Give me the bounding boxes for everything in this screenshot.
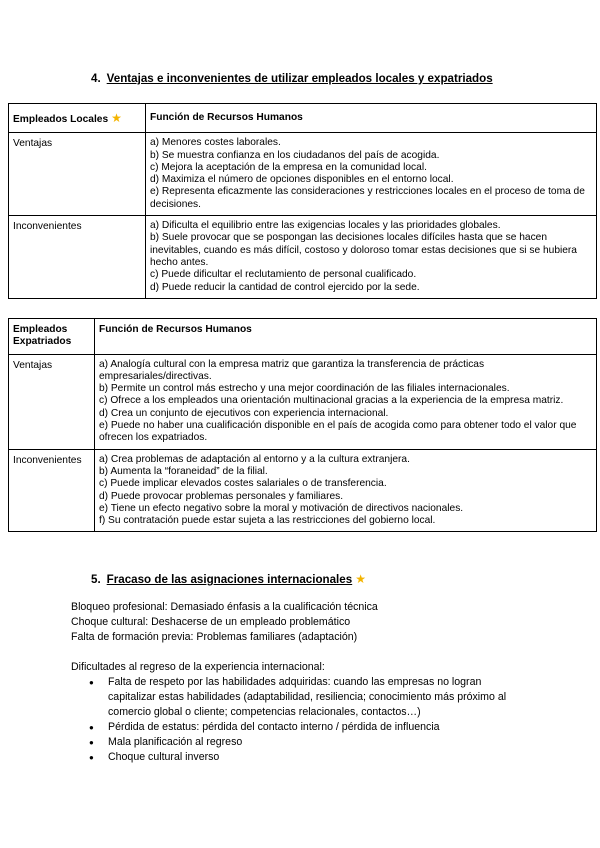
- list-item: d) Crea un conjunto de ejecutivos con experiencia internacional.: [99, 407, 389, 419]
- section-5-heading: [91, 572, 366, 586]
- section-5-number: 5.: [91, 573, 101, 586]
- list-item: c) Puede implicar elevados costes salariales o de transferencia.: [99, 478, 387, 490]
- section-4-number: 4.: [91, 72, 101, 85]
- list-item: ● Choque cultural inverso: [89, 750, 529, 765]
- table-empleados-expatriados: [8, 318, 597, 532]
- table-empleados-locales: [8, 103, 597, 299]
- list-item: d) Puede provocar problemas personales y familiares.: [99, 490, 344, 502]
- list-item: b) Se muestra confianza en los ciudadanos del país de acogida.: [150, 149, 440, 161]
- list-item: c) Puede dificultar el reclutamiento de personal cualificado.: [150, 269, 417, 281]
- section-4-title: Ventajas e inconvenientes de utilizar empleados locales y expatriados: [106, 72, 493, 85]
- header-cell-col2: Función de Recursos Humanos: [95, 319, 597, 355]
- section-5-title: Fracaso de las asignaciones internacionales: [106, 573, 353, 586]
- header-empleados-locales: Empleados Locales: [13, 114, 109, 125]
- star-icon: ★: [111, 111, 122, 125]
- table-header-row: [9, 104, 597, 133]
- row-label-inconvenientes: Inconvenientes: [9, 216, 146, 299]
- difficulties-intro: Dificultades al regreso de la experiencia internacional:: [71, 661, 325, 673]
- list-item: e) Puede no haber una cualificación disponible en el país de acogida como para obtener todo el valor que ofrecen los expatriados.: [99, 420, 577, 444]
- list-item: b) Permite un control más estrecho y una mejor coordinación de las filiales internacionales.: [99, 383, 510, 395]
- table-row: [9, 216, 597, 299]
- row-label-ventajas: Ventajas: [9, 354, 95, 449]
- list-item: e) Tiene un efecto negativo sobre la moral y motivación de directivos nacionales.: [99, 502, 464, 514]
- row-content-inconvenientes: [95, 449, 597, 532]
- table-row: [9, 133, 597, 216]
- list-item: a) Menores costes laborales.: [150, 137, 281, 149]
- row-content-ventajas: [95, 354, 597, 449]
- table-row: [9, 449, 597, 532]
- table-row: [9, 354, 597, 449]
- row-label-inconvenientes: Inconvenientes: [9, 449, 95, 532]
- row-content-ventajas: [146, 133, 597, 216]
- header-cell-col1: [9, 104, 146, 133]
- list-item: ● Pérdida de estatus: pérdida del contacto interno / pérdida de influencia: [89, 720, 529, 735]
- failure-line: Falta de formación previa: Problemas familiares (adaptación): [71, 631, 358, 643]
- header-cell-col2: Función de Recursos Humanos: [146, 104, 597, 133]
- failure-causes: [71, 600, 378, 645]
- failure-line: Bloqueo profesional: Demasiado énfasis a la cualificación técnica: [71, 601, 378, 613]
- difficulties-list: [89, 675, 529, 765]
- list-item: d) Maximiza el número de opciones disponibles en el entorno local.: [150, 174, 454, 186]
- list-item: f) Su contratación puede estar sujeta a las restricciones del gobierno local.: [99, 515, 436, 527]
- failure-line: Choque cultural: Deshacerse de un empleado problemático: [71, 616, 351, 628]
- list-item: a) Analogía cultural con la empresa matriz que garantiza la transferencia de prácticas empresariales/directivas.: [99, 358, 485, 382]
- list-item: c) Ofrece a los empleados una orientación multinacional gracias a la experiencia de la empresa matriz.: [99, 395, 564, 407]
- list-item: c) Mejora la aceptación de la empresa en la comunidad local.: [150, 161, 427, 173]
- list-item: a) Dificulta el equilibrio entre las exigencias locales y las prioridades globales.: [150, 220, 501, 232]
- list-item: e) Representa eficazmente las consideraciones y restricciones locales en el proceso de toma de decisiones.: [150, 186, 585, 210]
- list-item: b) Suele provocar que se pospongan las decisiones locales difíciles hasta que se hacen inevitables, cuando es más difícil, costoso y doloroso tomar estas decisiones que si se hubiera hecho antes.: [150, 232, 577, 268]
- list-item: ● Mala planificación al regreso: [89, 735, 529, 750]
- list-item: d) Puede reducir la cantidad de control ejercido por la sede.: [150, 281, 420, 293]
- table-header-row: [9, 319, 597, 355]
- header-empleados-expatriados: Empleados Expatriados: [9, 319, 95, 355]
- star-icon: ★: [355, 572, 366, 586]
- row-content-inconvenientes: [146, 216, 597, 299]
- list-item: b) Aumenta la “foraneidad” de la filial.: [99, 465, 268, 477]
- section-4-heading: [91, 72, 493, 85]
- row-label-ventajas: Ventajas: [9, 133, 146, 216]
- list-item: ● Falta de respeto por las habilidades adquiridas: cuando las empresas no logran capitalizar estas habilidades (adaptabilidad, resiliencia; conocimiento más próximo al comercio global o cliente; competencias relacionales, contactos…): [89, 675, 529, 720]
- list-item: a) Crea problemas de adaptación al entorno y a la cultura extranjera.: [99, 453, 410, 465]
